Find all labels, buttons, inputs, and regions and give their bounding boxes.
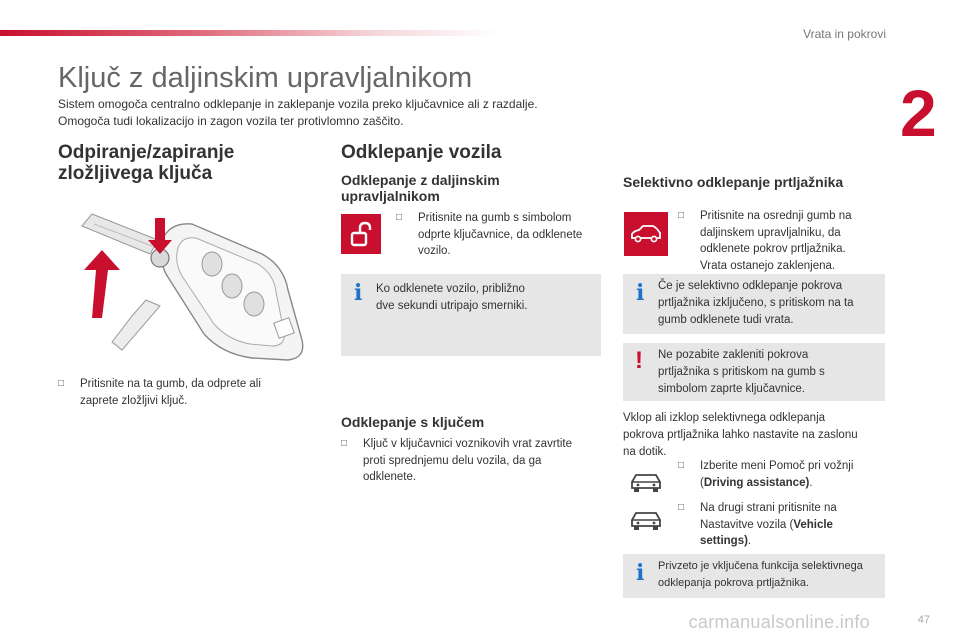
unlocked-padlock-icon <box>348 221 374 247</box>
remote-unlock-bullet <box>396 210 606 260</box>
driving-assistance-menu-icon <box>628 470 664 496</box>
bullet-line: Pritisnite na gumb s simbolom <box>418 212 572 224</box>
page-number: 47 <box>917 614 930 626</box>
warning-icon: ! <box>635 347 643 374</box>
remote-key-fob <box>161 224 303 360</box>
default-setting-info-box <box>623 554 885 598</box>
car-boot-icon <box>629 223 663 245</box>
bullet-mark: □ <box>678 502 685 513</box>
step-line: . <box>809 476 813 489</box>
bullet-mark: □ <box>678 460 685 471</box>
step-line: Na drugi strani pritisnite na <box>700 502 837 514</box>
warning-line: prtljažnika s pritiskom na gumb s <box>658 366 825 378</box>
touchscreen-setting-paragraph <box>623 410 893 461</box>
bullet-line: vozilo. <box>418 245 451 257</box>
paragraph-line: pokrova prtljažnika lahko nastavite na zaslonu <box>623 429 858 441</box>
info-icon: i <box>636 560 645 586</box>
info-text <box>376 281 596 315</box>
info-line: Če je selektivno odklepanje pokrova <box>658 280 843 292</box>
warning-line: simbolom zaprte ključavnice. <box>658 383 806 395</box>
bullet-mark: □ <box>341 438 348 449</box>
bullet-mark: □ <box>396 212 403 223</box>
heading-line: upravljalnikom <box>341 188 440 204</box>
chapter-number: 2 <box>900 76 937 150</box>
unlock-vehicle-heading: Odklepanje vozila <box>341 142 502 163</box>
key-fold-bullet <box>58 376 298 409</box>
key-fold-heading <box>58 142 234 184</box>
header-accent-bar <box>0 30 500 36</box>
heading-line: zložljivega ključa <box>58 163 213 184</box>
step-line: . <box>747 535 752 547</box>
heading-line: Odklepanje z daljinskim <box>341 172 500 188</box>
unlock-button-symbol <box>341 214 381 254</box>
boot-unlock-bullet <box>678 208 898 274</box>
info-line: prtljažnika izključeno, s pritiskom na ta <box>658 297 854 309</box>
menu-name: Driving assistance) <box>703 476 810 489</box>
turn-signal-info-box <box>341 274 601 356</box>
info-line: Privzeto je vključena funkcija selektivnega <box>658 560 863 572</box>
step-select-menu <box>678 458 898 491</box>
bullet-line: daljinskem upravljalniku, da <box>700 226 841 239</box>
info-line: dve sekundi utripajo smerniki. <box>376 300 528 312</box>
bullet-line: Pritisnite na ta gumb, da odprete ali <box>80 378 261 390</box>
intro-text <box>58 96 618 130</box>
bullet-line: zaprete zložljivi ključ. <box>80 394 188 407</box>
key-unlock-bullet <box>341 436 601 486</box>
step-line: ( <box>700 476 704 489</box>
boot-button-symbol <box>624 212 668 256</box>
section-label: Vrata in pokrovi <box>803 27 886 41</box>
folding-key-illustration <box>62 200 322 370</box>
bullet-line: Pritisnite na osrednji gumb na <box>700 210 852 222</box>
menu-name: settings) <box>700 535 748 547</box>
info-icon: i <box>636 280 645 306</box>
bullet-line: Vrata ostanejo zaklenjena. <box>700 259 836 272</box>
info-line: gumb odklenete tudi vrata. <box>658 314 794 326</box>
info-line: odklepanja pokrova prtljažnika. <box>658 577 810 589</box>
bullet-mark: □ <box>678 210 685 221</box>
intro-line: Sistem omogoča centralno odklepanje in zaklepanje vozila preko ključavnice ali z razdalje. <box>58 97 538 111</box>
remote-unlock-subheading <box>341 172 500 204</box>
warning-text <box>658 347 882 398</box>
info-text <box>658 558 882 592</box>
page-title: Ključ z daljinskim upravljalnikom <box>58 62 473 94</box>
key-blade <box>82 214 160 350</box>
bullet-line: Ključ v ključavnici voznikovih vrat zavrtite <box>363 438 572 450</box>
info-text <box>658 278 882 329</box>
step-line: Izberite meni Pomoč pri vožnji <box>700 460 854 472</box>
step-vehicle-settings <box>678 500 898 550</box>
heading-line: Odpiranje/zapiranje <box>58 142 235 163</box>
paragraph-line: Vklop ali izklop selektivnega odklepanja <box>623 412 826 424</box>
watermark-site: carmanualsonline.info <box>688 612 870 632</box>
menu-name: Vehicle <box>793 518 833 531</box>
selective-off-info-box <box>623 274 885 334</box>
intro-line: Omogoča tudi lokalizacijo in zagon vozila ter protivlomno zaščito. <box>58 114 404 128</box>
key-unlock-subheading: Odklepanje s ključem <box>341 414 485 430</box>
step-line: Nastavitve vozila ( <box>700 518 794 531</box>
paragraph-line: na dotik. <box>623 446 667 458</box>
selective-unlock-heading: Selektivno odklepanje prtljažnika <box>623 174 844 190</box>
warning-line: Ne pozabite zakleniti pokrova <box>658 349 809 361</box>
bullet-line: odklenete pokrov prtljažnika. <box>700 243 846 255</box>
unfold-arrow <box>84 250 120 318</box>
lock-warning-box <box>623 343 885 401</box>
bullet-line: odprte ključavnice, da odklenete <box>418 228 583 241</box>
bullet-mark: □ <box>58 378 65 389</box>
vehicle-settings-icon <box>628 508 664 534</box>
bullet-line: odklenete. <box>363 471 417 483</box>
bullet-line: proti sprednjemu delu vozila, da ga <box>363 454 542 467</box>
info-line: Ko odklenete vozilo, približno <box>376 283 525 295</box>
info-icon: i <box>354 280 363 306</box>
